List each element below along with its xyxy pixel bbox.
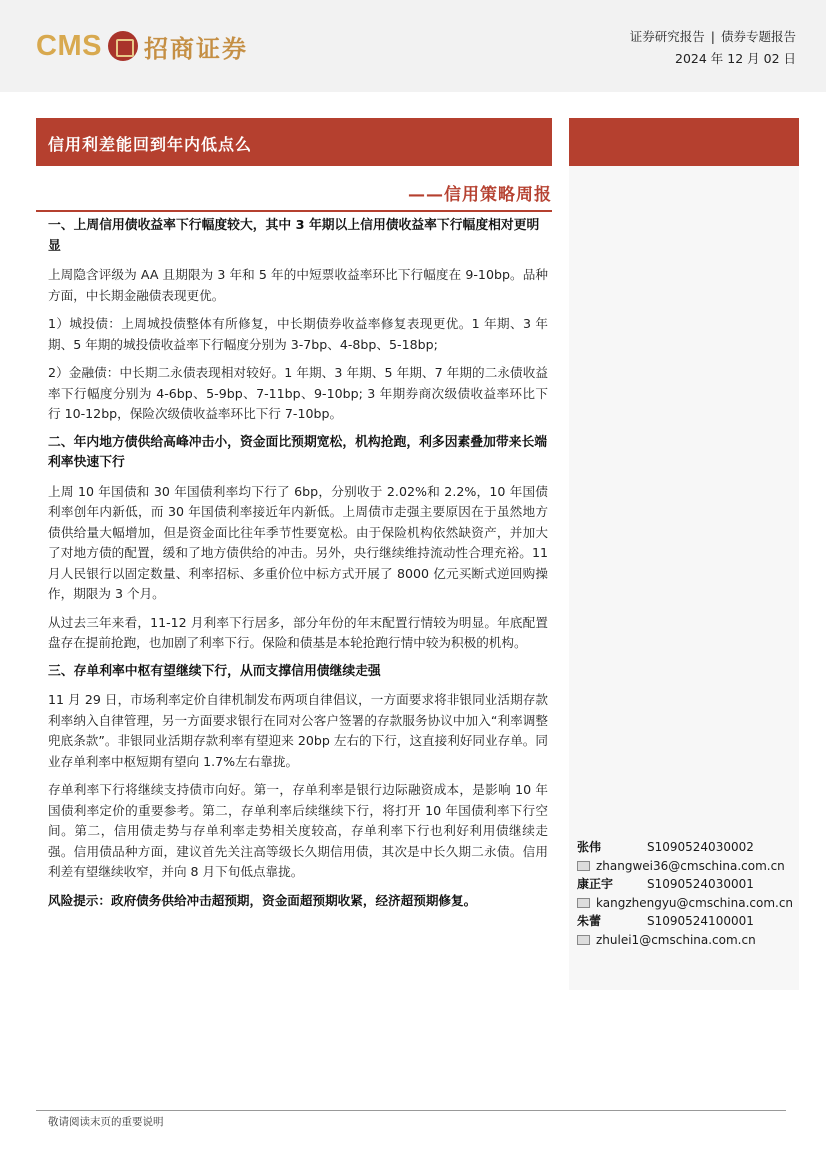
report-meta — [630, 26, 796, 70]
report-category: 债券专题报告 — [720, 29, 796, 44]
section-heading: 三、存单利率中枢有望继续下行，从而支撑信用债继续走强 — [48, 663, 381, 679]
analyst-name: 张伟 — [577, 840, 602, 854]
paragraph: 2）金融债：中长期二永债表现相对较好。1 年期、3 年期、5 年期、7 年期的二永债收益率下行幅度分别为 4-6bp、5-9bp、7-11bp、9-10bp; 3 年期券商次级债收益率环比下行 10-12bp，保险次级债收益率环比下行 7-10bp。 — [48, 365, 548, 421]
analyst-name: 朱蕾 — [577, 914, 602, 928]
paragraph: 从过去三年来看，11-12 月利率下行居多，部分年份的年末配置行情较为明显。年底配置盘存在提前抢跑，也加剧了利率下行。保险和债基是本轮抢跑行情中较为积极的机构。 — [48, 614, 548, 650]
mail-icon — [577, 935, 590, 945]
paragraph: 上周隐含评级为 AA 且期限为 3 年和 5 年的中短票收益率环比下行幅度在 9-10bp。品种方面，中长期金融债表现更优。 — [48, 267, 548, 303]
title-bar — [36, 118, 552, 166]
paragraph: 11 月 29 日，市场利率定价自律机制发布两项自律倡议，一方面要求将非银同业活期存款利率纳入自律管理，另一方面要求银行在同对公客户签署的存款服务协议中加入“利率调整兜底条款”。非银同业活期存款利率有望迎来 20bp 左右的下行，这直接利好同业存单。同业存单利率中枢短期有望向 1.7%左右靠拢。 — [48, 692, 548, 769]
analyst-list — [577, 838, 797, 949]
section-heading: 一、上周信用债收益率下行幅度较大，其中 3 年期以上信用债收益率下行幅度相对更明显 — [48, 218, 540, 254]
section-heading: 二、年内地方债供给高峰冲击小，资金面比预期宽松，机构抢跑，利多因素叠加带来长端利率快速下行 — [48, 434, 548, 470]
analyst-license: S1090524100001 — [647, 914, 754, 928]
analyst-name: 康正宇 — [577, 877, 614, 891]
analyst-email[interactable]: zhangwei36@cmschina.com.cn — [596, 858, 785, 873]
report-type: 证券研究报告 — [629, 29, 705, 44]
paragraph: 上周 10 年国债和 30 年国债利率均下行了 6bp，分别收于 2.02%和 2.2%，10 年国债利率创年内新低，而 30 年国债利率接近年内新低。上周债市走强主要原因在于虽然地方债供给量大幅增加，但是资金面比往年季节性要宽松。由于保险机构依然缺资产，并加大了对地方债的配置，缓和了地方债供给的冲击。另外，央行继续维持流动性合理充裕。11 月人民银行以固定数量、利率招标、多重价位中标方式开展了 8000 亿元买断式逆回购操作，期限为 3 个月。 — [48, 483, 548, 601]
paragraph: 1）城投债：上周城投债整体有所修复，中长期债券收益率修复表现更优。1 年期、3 年期、5 年期的城投债收益率下行幅度分别为 3-7bp、4-8bp、5-18bp; — [48, 316, 548, 352]
paragraph: 存单利率下行将继续支持债市向好。第一，存单利率是银行边际融资成本，是影响 10 年国债利率定价的重要参考。第二，存单利率后续继续下行，将打开 10 年国债利率下行空间。第二，信用债走势与存单利率走势相关度较高，存单利率下行也利好利用债继续走强。信用债品种方面，建议首先关注高等级长久期信用债，其次是中长久期二永债。信用利差有望继续收窄，并向 8 月下旬低点靠拢。 — [48, 782, 548, 879]
report-date: 2024 年 12 月 02 日 — [675, 51, 796, 66]
analyst-license: S1090524030002 — [647, 840, 754, 854]
mail-icon — [577, 898, 590, 908]
main-content — [48, 216, 548, 919]
analyst-email[interactable]: zhulei1@cmschina.com.cn — [596, 932, 756, 947]
report-title: 信用利差能回到年内低点么 — [48, 135, 253, 154]
title-rule — [36, 210, 552, 212]
report-subtitle: ——信用策略周报 — [408, 185, 552, 205]
mail-icon — [577, 861, 590, 871]
analyst-card — [577, 912, 797, 949]
analyst-card — [577, 875, 797, 912]
footer-note: 敬请阅读末页的重要说明 — [48, 1116, 164, 1128]
logo-text: CMS — [36, 29, 102, 62]
analyst-email[interactable]: kangzhengyu@cmschina.com.cn — [596, 895, 794, 910]
footer-rule — [36, 1110, 786, 1111]
logo-chinese-name: 招商证券 — [143, 34, 248, 63]
side-title-bar — [569, 118, 799, 166]
separator: | — [710, 29, 715, 44]
company-logo — [36, 26, 248, 66]
logo-mark-icon — [108, 31, 138, 61]
risk-note: 风险提示：政府债务供给冲击超预期，资金面超预期收紧，经济超预期修复。 — [48, 892, 477, 908]
analyst-license: S1090524030001 — [647, 877, 754, 891]
analyst-card — [577, 838, 797, 875]
